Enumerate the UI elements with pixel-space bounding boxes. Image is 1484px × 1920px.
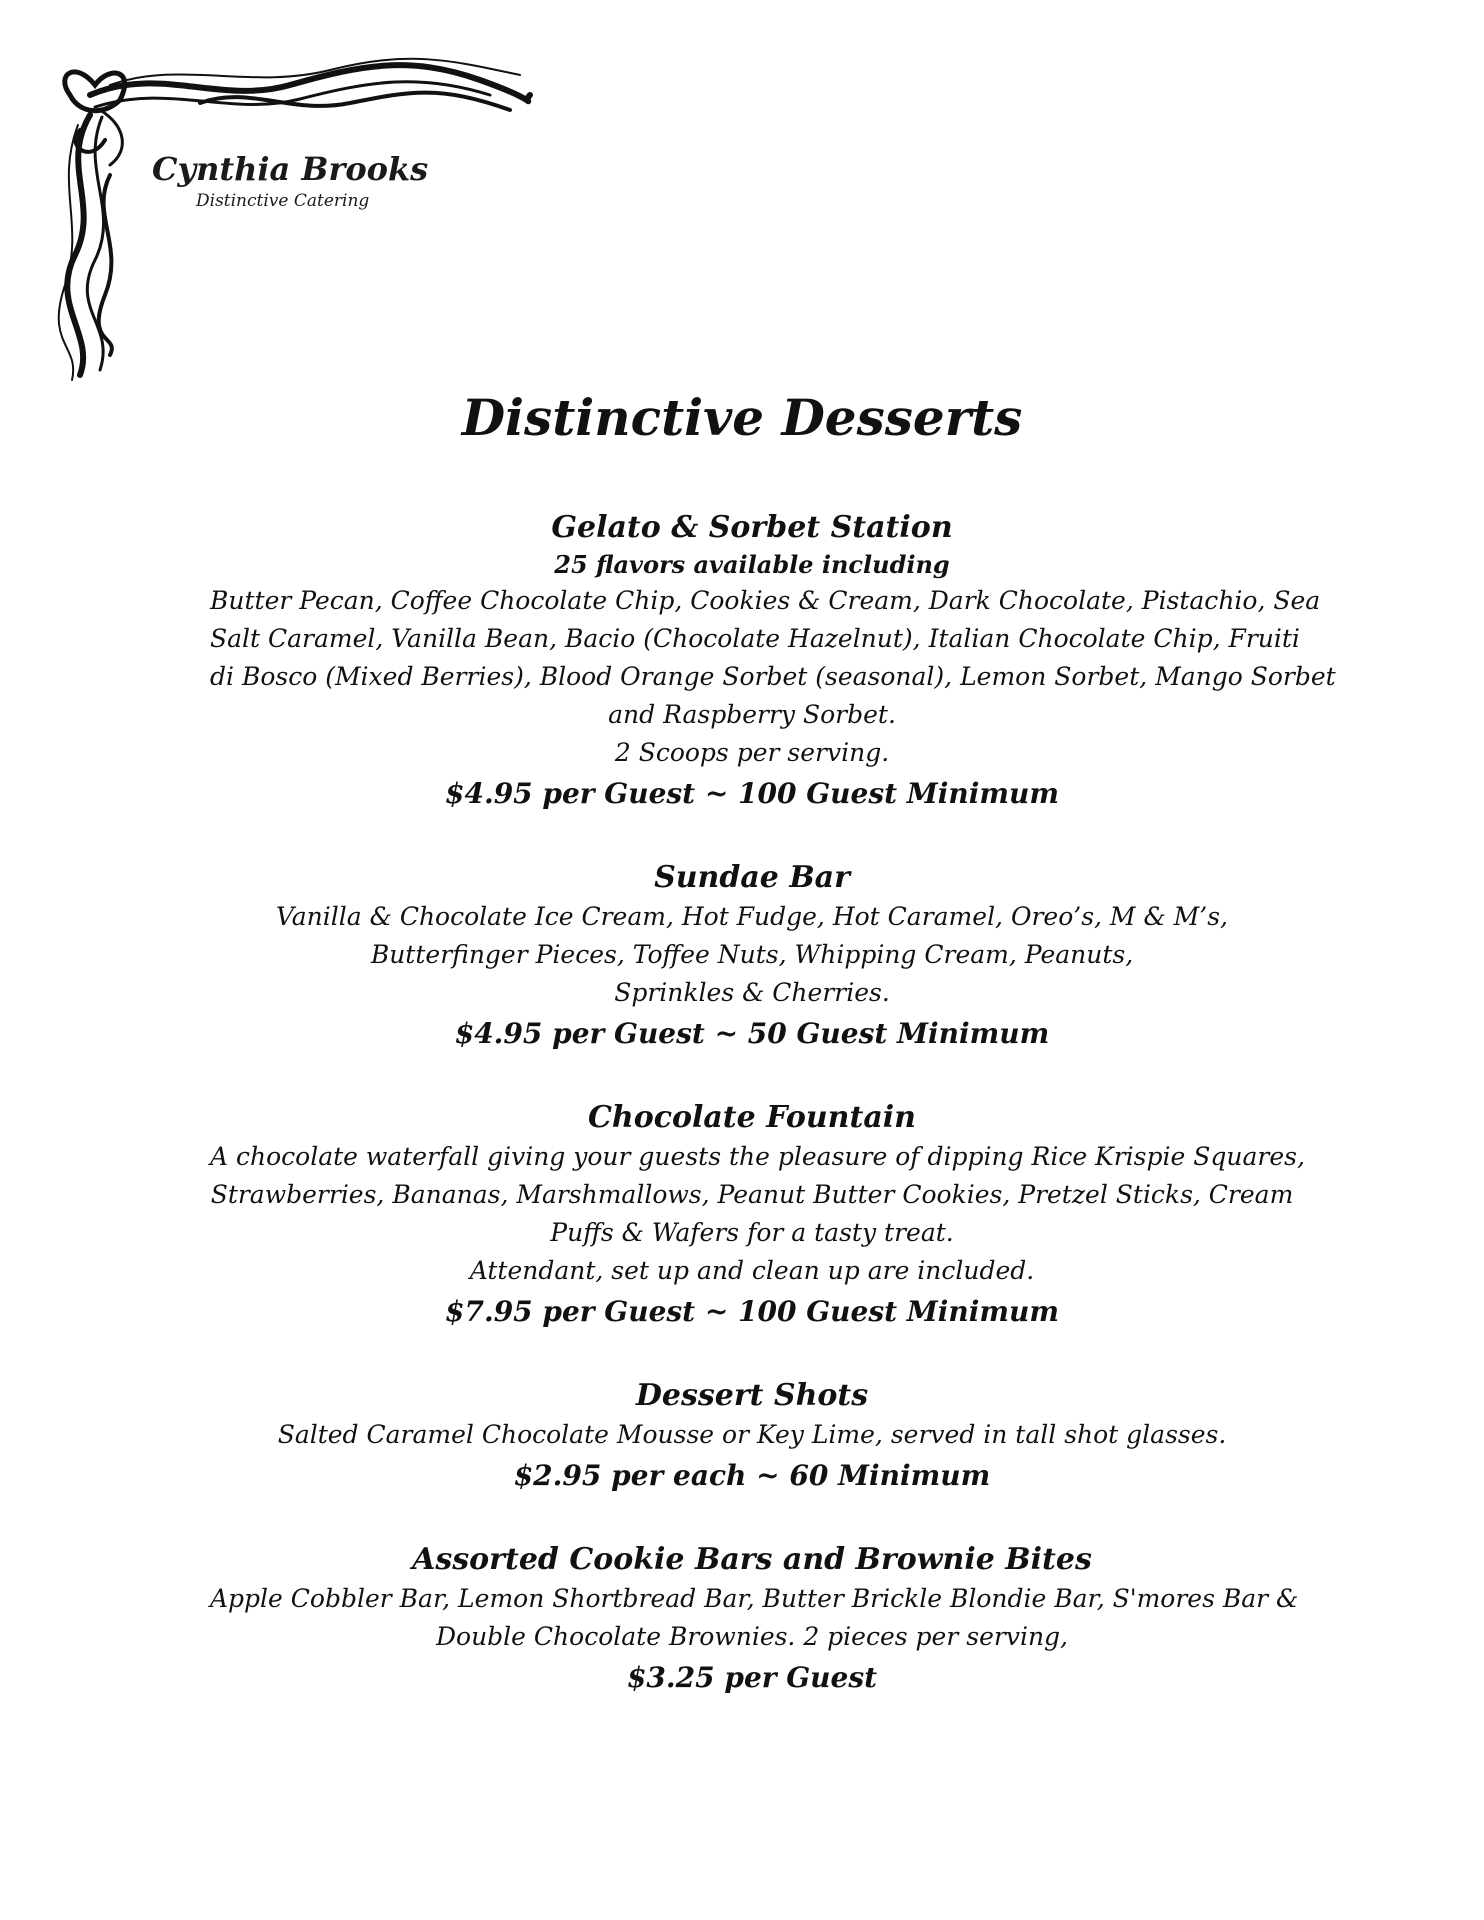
- section-price: $4.95 per Guest ~ 100 Guest Minimum: [444, 777, 1060, 810]
- menu-section-chocolate-fountain: [210, 1098, 1305, 1334]
- section-title: Dessert Shots: [635, 1378, 869, 1413]
- dessert-menu: [210, 508, 1336, 1742]
- description-line: Strawberries, Bananas, Marshmallows, Peanut Butter Cookies, Pretzel Sticks, Cream: [210, 1180, 1294, 1209]
- description-line: and Raspberry Sorbet.: [608, 700, 896, 729]
- description-line: Butterfinger Pieces, Toffee Nuts, Whipping Cream, Peanuts,: [370, 940, 1134, 969]
- section-price: $4.95 per Guest ~ 50 Guest Minimum: [454, 1017, 1050, 1050]
- description-line: Puffs & Wafers for a tasty treat.: [550, 1218, 954, 1247]
- section-subtitle: 25 flavors available including: [554, 550, 950, 579]
- logo-tagline: Distinctive Catering: [196, 191, 370, 211]
- description-line: 2 Scoops per serving.: [614, 738, 890, 767]
- ribbon-ornament-icon: [50, 55, 540, 385]
- description-line: Salted Caramel Chocolate Mousse or Key Lime, served in tall shot glasses.: [277, 1420, 1227, 1449]
- section-price: $7.95 per Guest ~ 100 Guest Minimum: [444, 1295, 1060, 1328]
- description-line: Vanilla & Chocolate Ice Cream, Hot Fudge, Hot Caramel, Oreo’s, M & M’s,: [276, 902, 1228, 931]
- caterer-logo: [50, 55, 540, 385]
- description-line: A chocolate waterfall giving your guests the pleasure of dipping Rice Krispie Squares,: [210, 1142, 1305, 1171]
- section-title: Sundae Bar: [654, 860, 850, 895]
- description-line: Apple Cobbler Bar, Lemon Shortbread Bar, Butter Brickle Blondie Bar, S'mores Bar &: [210, 1584, 1299, 1613]
- menu-section-cookie-bars: [210, 1540, 1299, 1700]
- section-title: Chocolate Fountain: [588, 1100, 916, 1135]
- menu-section-dessert-shots: [210, 1376, 1294, 1498]
- description-line: Attendant, set up and clean up are included.: [469, 1256, 1035, 1285]
- menu-section-sundae-bar: [210, 858, 1294, 1056]
- logo-name: Cynthia Brooks: [152, 150, 429, 188]
- section-price: $2.95 per each ~ 60 Minimum: [513, 1459, 991, 1492]
- menu-section-gelato: [210, 508, 1336, 816]
- section-title: Assorted Cookie Bars and Brownie Bites: [412, 1542, 1092, 1577]
- description-line: di Bosco (Mixed Berries), Blood Orange Sorbet (seasonal), Lemon Sorbet, Mango Sorbet: [210, 662, 1336, 691]
- description-line: Sprinkles & Cherries.: [614, 978, 890, 1007]
- description-line: Salt Caramel, Vanilla Bean, Bacio (Chocolate Hazelnut), Italian Chocolate Chip, Fruiti: [210, 624, 1300, 653]
- page-title: Distinctive Desserts: [461, 388, 1023, 447]
- section-price: $3.25 per Guest: [626, 1661, 878, 1694]
- description-line: Butter Pecan, Coffee Chocolate Chip, Cookies & Cream, Dark Chocolate, Pistachio, Sea: [210, 586, 1321, 615]
- description-line: Double Chocolate Brownies. 2 pieces per serving,: [435, 1622, 1068, 1651]
- section-title: Gelato & Sorbet Station: [551, 510, 953, 545]
